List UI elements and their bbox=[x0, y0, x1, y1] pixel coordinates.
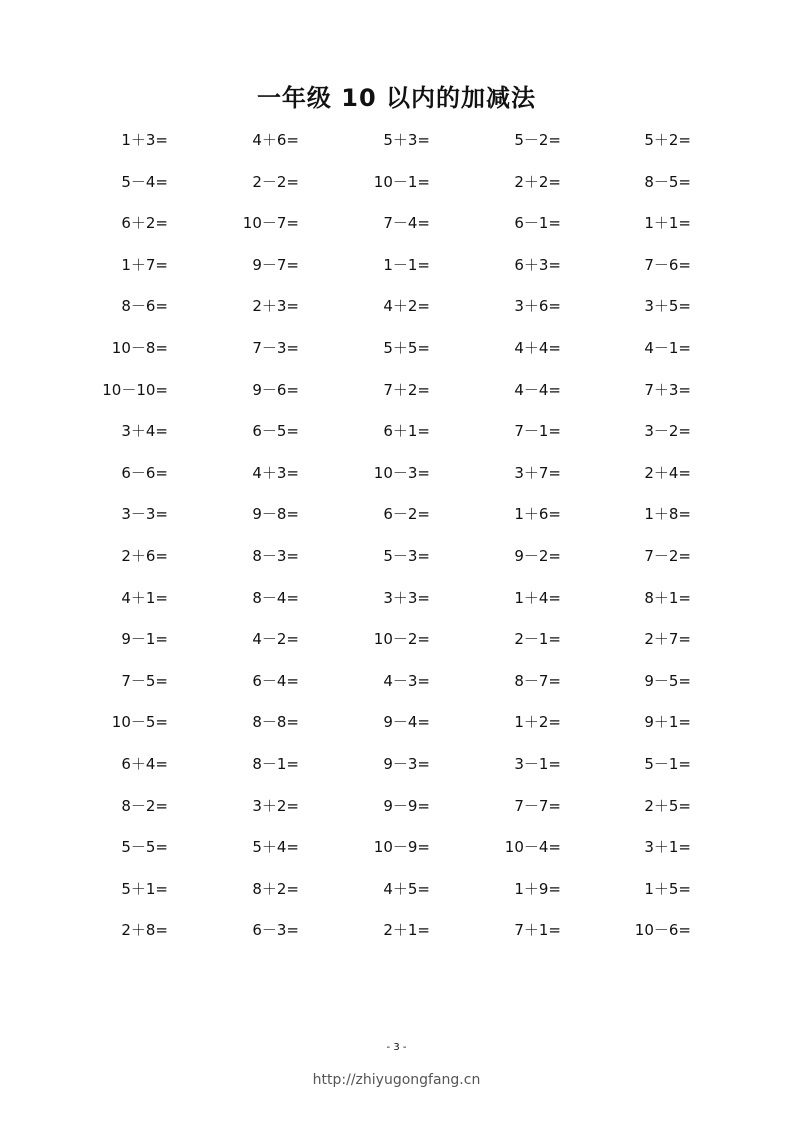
math-problem: 7－2= bbox=[644, 546, 691, 565]
math-problem: 1＋3= bbox=[121, 131, 168, 149]
math-problem: 3＋6= bbox=[514, 297, 561, 316]
footer-url: http://zhiyugongfang.cn bbox=[312, 1072, 481, 1088]
math-problem: 4－3= bbox=[383, 671, 430, 690]
math-problem: 4＋4= bbox=[514, 338, 561, 357]
math-problem: 7－5= bbox=[121, 671, 168, 690]
math-problem: 8＋2= bbox=[252, 879, 299, 898]
problem-row bbox=[0, 869, 793, 911]
math-problem: 8－5= bbox=[644, 172, 691, 191]
math-problem: 6－3= bbox=[252, 921, 299, 940]
math-problem: 10－9= bbox=[373, 838, 430, 857]
math-problem: 4－4= bbox=[514, 380, 561, 399]
problem-row bbox=[0, 203, 793, 245]
math-problem: 4＋6= bbox=[252, 131, 299, 149]
math-problem: 2＋7= bbox=[644, 630, 691, 649]
math-problem: 7－4= bbox=[383, 214, 430, 233]
math-problem: 3－1= bbox=[514, 754, 561, 773]
math-problem: 10－5= bbox=[111, 713, 168, 732]
math-problem: 2－2= bbox=[252, 172, 299, 191]
page-title: 一年级 10 以内的加减法 bbox=[256, 84, 537, 112]
problem-row bbox=[0, 328, 793, 370]
math-problem: 9－2= bbox=[514, 546, 561, 565]
problem-row bbox=[0, 370, 793, 412]
math-problem: 6＋1= bbox=[383, 422, 430, 441]
math-problem: 10－10= bbox=[102, 380, 168, 399]
math-problem: 3＋3= bbox=[383, 588, 430, 607]
math-problem: 8－3= bbox=[252, 546, 299, 565]
math-problem: 7－6= bbox=[644, 255, 691, 274]
math-problem: 6－2= bbox=[383, 505, 430, 524]
math-problem: 5－4= bbox=[121, 172, 168, 191]
math-problem: 9－4= bbox=[383, 713, 430, 732]
problem-row bbox=[0, 619, 793, 661]
math-problem: 2＋2= bbox=[514, 172, 561, 191]
math-problem: 5＋3= bbox=[383, 131, 430, 149]
problem-row bbox=[0, 661, 793, 703]
problem-row bbox=[0, 120, 793, 162]
math-problem: 1＋1= bbox=[644, 214, 691, 233]
math-problem: 5＋1= bbox=[121, 879, 168, 898]
math-problem: 3＋4= bbox=[121, 422, 168, 441]
math-problem: 1＋2= bbox=[514, 713, 561, 732]
math-problem: 5＋2= bbox=[644, 131, 691, 149]
math-problem: 9－7= bbox=[252, 255, 299, 274]
math-problem: 10－8= bbox=[111, 338, 168, 357]
math-problem: 10－3= bbox=[373, 463, 430, 482]
math-problem: 3－2= bbox=[644, 422, 691, 441]
math-problem: 7＋3= bbox=[644, 380, 691, 399]
math-problem: 8－1= bbox=[252, 754, 299, 773]
problem-row bbox=[0, 702, 793, 744]
math-problem: 2＋5= bbox=[644, 796, 691, 815]
math-problem: 2－1= bbox=[514, 630, 561, 649]
math-problem: 9－3= bbox=[383, 754, 430, 773]
math-problem: 3＋5= bbox=[644, 297, 691, 316]
math-problem: 5－5= bbox=[121, 838, 168, 857]
math-problem: 3＋2= bbox=[252, 796, 299, 815]
math-problem: 3＋1= bbox=[644, 838, 691, 857]
math-problem: 9－9= bbox=[383, 796, 430, 815]
problem-row bbox=[0, 245, 793, 287]
math-problem: 10－2= bbox=[373, 630, 430, 649]
math-problem: 4＋3= bbox=[252, 463, 299, 482]
math-problem: 5＋4= bbox=[252, 838, 299, 857]
page-number: - 3 - bbox=[386, 1042, 407, 1053]
math-problem: 9＋1= bbox=[644, 713, 691, 732]
math-problem: 2＋4= bbox=[644, 463, 691, 482]
math-problem: 8－6= bbox=[121, 297, 168, 316]
problem-row bbox=[0, 411, 793, 453]
math-problem: 4－2= bbox=[252, 630, 299, 649]
math-problem: 6＋2= bbox=[121, 214, 168, 233]
problem-row bbox=[0, 453, 793, 495]
math-problem: 1＋7= bbox=[121, 255, 168, 274]
math-problem: 7＋1= bbox=[514, 921, 561, 940]
math-problem: 1＋5= bbox=[644, 879, 691, 898]
math-problem: 9－5= bbox=[644, 671, 691, 690]
math-problem: 9－1= bbox=[121, 630, 168, 649]
math-problem: 8＋1= bbox=[644, 588, 691, 607]
math-problem: 2＋6= bbox=[121, 546, 168, 565]
math-problem: 5＋5= bbox=[383, 338, 430, 357]
math-problem: 9－8= bbox=[252, 505, 299, 524]
problem-row bbox=[0, 162, 793, 204]
problem-row bbox=[0, 286, 793, 328]
math-problem: 8－2= bbox=[121, 796, 168, 815]
math-problem: 2＋3= bbox=[252, 297, 299, 316]
problem-row bbox=[0, 827, 793, 869]
math-problem: 1＋4= bbox=[514, 588, 561, 607]
math-problem: 1＋6= bbox=[514, 505, 561, 524]
math-problem: 2＋1= bbox=[383, 921, 430, 940]
math-problem: 3－3= bbox=[121, 505, 168, 524]
math-problem: 6＋4= bbox=[121, 754, 168, 773]
math-problem: 6－6= bbox=[121, 463, 168, 482]
problem-row bbox=[0, 494, 793, 536]
math-problem: 3＋7= bbox=[514, 463, 561, 482]
math-problem: 7－7= bbox=[514, 796, 561, 815]
math-problem: 5－2= bbox=[514, 131, 561, 149]
math-problem: 10－4= bbox=[504, 838, 561, 857]
math-problem: 2＋8= bbox=[121, 921, 168, 940]
math-problem: 1＋8= bbox=[644, 505, 691, 524]
math-problem: 5－1= bbox=[644, 754, 691, 773]
math-problem: 4－1= bbox=[644, 338, 691, 357]
math-problem: 1＋9= bbox=[514, 879, 561, 898]
math-problem: 10－6= bbox=[634, 921, 691, 940]
problem-grid bbox=[0, 120, 793, 952]
math-problem: 1－1= bbox=[383, 255, 430, 274]
math-problem: 8－4= bbox=[252, 588, 299, 607]
math-problem: 4＋1= bbox=[121, 588, 168, 607]
problem-row bbox=[0, 786, 793, 828]
math-problem: 4＋5= bbox=[383, 879, 430, 898]
math-problem: 5－3= bbox=[383, 546, 430, 565]
math-problem: 6－4= bbox=[252, 671, 299, 690]
math-problem: 9－6= bbox=[252, 380, 299, 399]
math-problem: 7－3= bbox=[252, 338, 299, 357]
math-problem: 8－7= bbox=[514, 671, 561, 690]
problem-row bbox=[0, 578, 793, 620]
math-problem: 10－7= bbox=[242, 214, 299, 233]
math-problem: 6－1= bbox=[514, 214, 561, 233]
math-problem: 10－1= bbox=[373, 172, 430, 191]
math-problem: 7＋2= bbox=[383, 380, 430, 399]
math-problem: 7－1= bbox=[514, 422, 561, 441]
math-problem: 4＋2= bbox=[383, 297, 430, 316]
problem-row bbox=[0, 536, 793, 578]
math-problem: 8－8= bbox=[252, 713, 299, 732]
math-problem: 6＋3= bbox=[514, 255, 561, 274]
math-problem: 6－5= bbox=[252, 422, 299, 441]
problem-row bbox=[0, 744, 793, 786]
problem-row bbox=[0, 910, 793, 952]
